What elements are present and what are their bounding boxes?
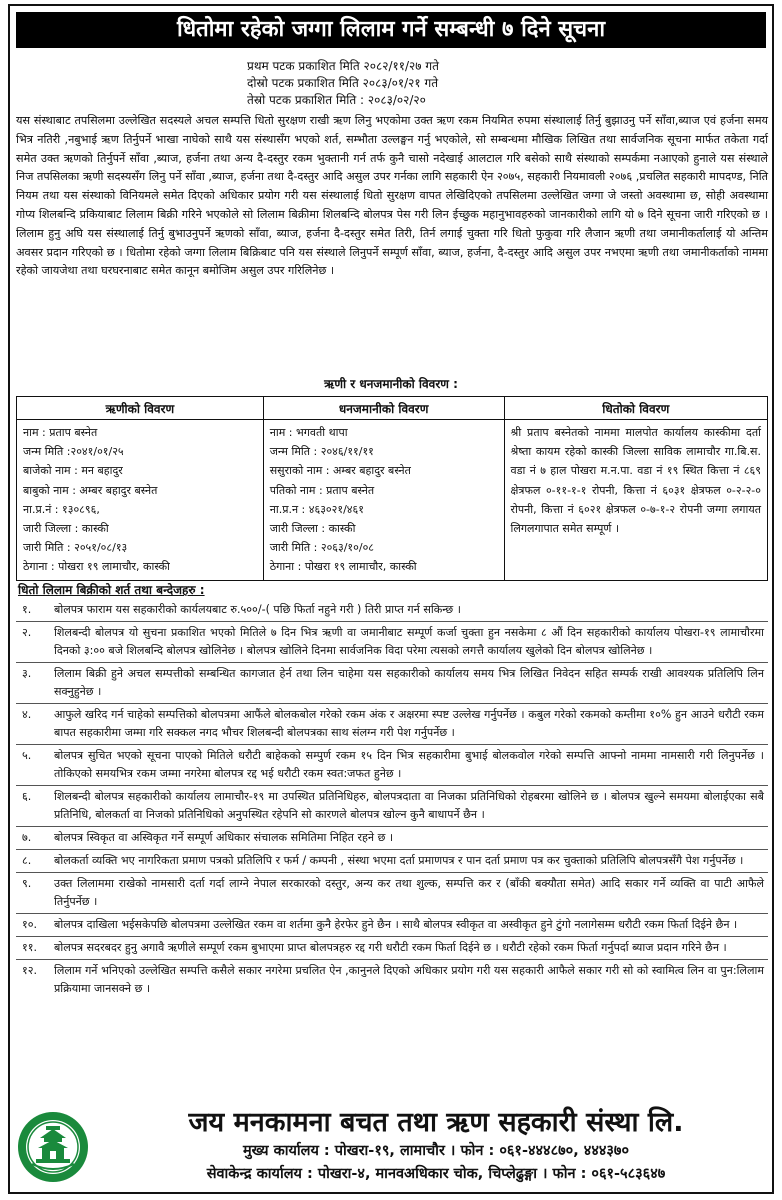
guarantor-citizenship-no: ना.प्र.न : ४६३०२१/४६१ [269, 502, 364, 516]
condition-text: शिलबन्दी बोलपत्र सहकारीको कार्यालय लामाचौर-१९ मा उपस्थित प्रतिनिधिहरु, बोलपत्रदाता वा निजका प्रतिनिधिको रोहबरमा खोलिने छ । बोलपत्र खुल्ने समयमा बोलाईएका सबै प्रतिनिधि, बोलकर्ता वा निजको प्रतिनिधिको अनुपस्थित रहेपनि सो कारणले बोलपत्र खोल्न कुनै बाधापर्ने छैन । [54, 790, 764, 821]
condition-item [16, 827, 768, 850]
condition-number: ७. [22, 831, 32, 844]
head-office-address: मुख्य कार्यालय : पोखरा-१९, लामाचौर । फोन : ०६१-४४४८७०, ४४४३७० [242, 1143, 630, 1159]
condition-item [16, 622, 768, 663]
condition-text: आफुले खरिद गर्न चाहेको सम्पत्तिको बोलपत्रमा आफैंले बोलकबोल गरेको रकम अंक र अक्षरमा स्पष्ट उल्लेख गर्नुपर्नेछ । कबुल गरेको रकमको कम्तीमा १०% हुन आउने धरौटी रकम बापत सहकारीमा जम्मा गरि सक्कल नगद भौचर शिलबन्दी बोलपत्रका साथ संलग्न गरी पेश गर्नुपर्नेछ । [54, 708, 764, 739]
conditions-heading: धितो लिलाम बिक्रीको शर्त तथा बन्देजहरु : [18, 583, 205, 597]
condition-text: उक्त लिलाममा राखेको नामसारी दर्ता गर्दा लाग्ने नेपाल सरकारको दस्तुर, अन्य कर तथा शुल्क, सम्पत्ति कर र (बाँकी बक्यौता समेत) आदि सकार गर्ने व्यक्ति वा पाटी आफैले तिर्नुपर्नेछ । [54, 877, 764, 908]
condition-item [16, 663, 768, 704]
guarantor-dob: जन्म मिति : २०४६/११/११ [269, 445, 374, 459]
first-publication-date: प्रथम पटक प्रकाशित मिति २०८२/११/२७ गते [247, 59, 439, 73]
details-table [16, 396, 768, 581]
condition-text: बोलपत्र दाखिला भईसकेपछि बोलपत्रमा उल्लेखित रकम वा शर्तमा कुनै हेरफेर हुने छैन । साथै बोलपत्र स्वीकृत वा अस्वीकृत हुने टुंगो नलागेसम्म धरौटी रकम फिर्ता दिईने छैन । [54, 918, 738, 931]
condition-text: बोलपत्र सदरबदर हुनु अगावै ऋणीले सम्पूर्ण रकम बुभाएमा प्राप्त बोलपत्रहरु रद्द गरी धरौटी रकम फिर्ता दिईने छ । धरौटी रहेको रकम फिर्ता गर्नुपर्दा ब्याज प्रदान गरिने छैन । [54, 941, 727, 954]
borrower-grandfather: बाजेको नाम : मन बहादुर [23, 464, 123, 478]
guarantor-header: धनजमानीको विवरण [263, 397, 504, 420]
condition-text: बोलपत्र सुचित भएको सूचना पाएको मितिले धरौटी बाहेकको सम्पुर्ण रकम १५ दिन भित्र सहकारीमा बुभाई बोलकवोल गरेको सम्पत्ति आफ्नो नाममा नामसारी गरी लिनुपर्नेछ । तोकिएको समयभित्र रकम जम्मा नगरेमा बोलपत्र रद्द भई धरौटी रकम स्वत:जफत हुनेछ । [54, 749, 764, 780]
intro-paragraph: यस संस्थाबाट तपसिलमा उल्लेखित सदस्यले अचल सम्पत्ति धितो सुरक्षण राखी ऋण लिनु भएकोमा उक्त ऋण रकम नियमित रुपमा संस्थालाई तिर्नु बुझाउनु पर्ने साँवा,ब्याज एवं हर्जना समय भित्र नतिरी ,नबुभाई ऋण तिर्नुपर्ने भाखा नाघेको साथै यस संस्थासँग भएको शर्त, सम्भौता उल्लङ्घन गर्नु भएकोले, सो सम्बन्धमा मौखिक लिखित तथा सार्वजनिक सूचना मार्फत तकेता गर्दा समेत उक्त ऋणको तिर्नुपर्ने साँवा ,ब्याज, हर्जना तथा अन्य दै-दस्तुर रकम भुक्तानी गर्न तर्फ कुनै चासो नदेखाई आलटाल गरि बसेको साथै संस्थाको सम्पर्कमा नआएको हुनाले यस संस्थाले निज तपसिलका ऋणी सदस्यसँग लिनु पर्ने साँवा ,ब्याज, हर्जना तथा दै-दस्तुर आदि असुल उपर गर्नका लागि सहकारी ऐन २०७५, सहकारी नियमावली २०७६ ,प्रचलित सहकारी मापदण्ड, निति नियम तथा यस संस्थाको विनियमले समेत दिएको अधिकार प्रयोग गरी यस संस्थालाई धितो सुरक्षण वापत लेखिदिएको तपसिलमा उल्लेखित जग्गा जे जस्तो अवस्थामा छ, सोही अवस्थामा गोप्य शिलबन्दि प्रकियाबाट लिलाम बिक्री गरिने भएकोले सो लिलाम बिक्रीमा शिलबन्दि बोलपत्र पेस गरी लिन ईच्छुक महानुभावहरुको जानकारीको लागि यो ७ दिने सूचना जारी गरिएको छ । लिलाम हुनु अघि यस संस्थालाई तिर्नु बुभाउनुपर्ने ऋणको साँवा, ब्याज, हर्जना दै-दस्तुर समेत तिरी, तिर्न लगाई चुक्ता गरि धितो फुकुवा गरि लैजान ऋणी तथा जमानीकर्तालाई यो अन्तिम अवसर प्रदान गरिएको छ । धितोमा रहेको जग्गा लिलाम बिक्रिबाट पनि यस संस्थाले लिनुपर्ने सम्पूर्ण साँवा, ब्याज, हर्जना, दै-दस्तुर आदि असुल उपर नभएमा ऋणी तथा जमानीकर्ताको नाममा रहेको जायजेथा तथा घरघरनाबाट समेत कानून बमोजिम असुल उपर गरिलिनेछ । [16, 114, 768, 278]
condition-item [16, 960, 768, 1000]
borrower-dob: जन्म मिति :२०४१/०१/२५ [23, 445, 124, 459]
condition-item [16, 873, 768, 914]
borrower-issue-date: जारी मिति : २०५१/०८/१३ [23, 541, 128, 555]
cooperative-logo-icon [16, 1110, 90, 1184]
condition-number: २. [22, 626, 32, 639]
condition-text: बोलपत्र स्विकृत वा अस्विकृत गर्ने सम्पूर्ण अधिकार संचालक समितिमा निहित रहने छ । [54, 831, 394, 844]
condition-number: ५. [22, 749, 32, 762]
condition-item [16, 850, 768, 873]
guarantor-father-in-law: ससुराको नाम : अम्बर बहादुर बस्नेत [269, 464, 411, 478]
collateral-description: श्री प्रताप बस्नेतको नाममा मालपोत कार्यालय कास्कीमा दर्ता श्रेष्ता कायम रहेको कास्की जिल्ला साविक लामाचौर गा.बि.स. वडा नं ७ हाल पोखरा म.न.पा. वडा नं १९ स्थित कित्ता नं ८६९ क्षेत्रफल ०-११-१-१ रोपनी, कित्ता नं ६०३१ क्षेत्रफल ०-२-२-० रोपनी, कित्ता नं ६०२१ क्षेत्रफल ०-७-१-२ रोपनी जग्गा लगायत लिगलगापात समेत सम्पूर्ण । [510, 426, 761, 536]
condition-text: लिलाम बिक्री हुने अचल सम्पत्तीको सम्बन्धित कागजात हेर्न तथा लिन चाहेमा यस सहकारीको कार्यालय समय भित्र लिखित निवेदन सहित सम्पर्क राखी आवश्यक प्रतिलिपि लिन सक्नुहुनेछ । [54, 667, 764, 698]
condition-text: शिलबन्दी बोलपत्र यो सुचना प्रकाशित भएको मितिले ७ दिन भित्र ऋणी वा जमानीबाट सम्पूर्ण कर्जा चुक्ता हुन नसकेमा ८ औं दिन सहकारीको कार्यालय पोखरा-१९ लामाचौरमा दिनको ३:०० बजे शिलबन्दि बोलपत्र खोलिनेछ । बोलपत्र खोलिने दिनमा सार्वजनिक विदा परेमा त्यसको लगत्तै कार्यालय खुलेको दिन बोलपत्र खोलिनेछ । [54, 626, 764, 657]
guarantor-issue-date: जारी मिति : २०६३/१०/०८ [269, 541, 375, 555]
condition-item [16, 704, 768, 745]
condition-number: ३. [22, 667, 32, 680]
publication-dates [10, 58, 772, 109]
condition-item [16, 599, 768, 622]
condition-text: लिलाम गर्ने भनिएको उल्लेखित सम्पत्ति कसैले सकार नगरेमा प्रचलित ऐन ,कानुनले दिएको अधिकार प्रयोग गरी यस सहकारी आफैले सकार गरी सो को स्वामित्व लिन वा पुन:लिलाम प्रक्रियामा जानसक्ने छ । [54, 964, 764, 995]
condition-number: ९. [22, 877, 32, 890]
notice-page [8, 4, 774, 1194]
borrower-father: बाबुको नाम : अम्बर बहादुर बस्नेत [23, 483, 158, 497]
condition-item [16, 786, 768, 827]
condition-item [16, 914, 768, 937]
borrower-header: ऋणीको विवरण [17, 397, 264, 420]
second-publication-date: दोस्रो पटक प्रकाशित मिति २०८३/०१/२१ गते [247, 76, 439, 90]
borrower-citizenship-no: ना.प्र.नं : १३०८९६, [23, 502, 100, 516]
borrower-name: नाम : प्रताप बस्नेत [23, 426, 98, 439]
third-publication-date: तेस्रो पटक प्रकाशित मिति : २०८३/०२/२० [247, 93, 426, 107]
condition-number: १. [22, 603, 32, 616]
condition-number: १२. [22, 964, 38, 977]
condition-number: ८. [22, 854, 32, 867]
guarantor-issue-district: जारी जिल्ला : कास्की [269, 522, 356, 536]
condition-item [16, 937, 768, 960]
borrower-address: ठेगाना : पोखरा १९ लामाचौर, कास्की [23, 560, 170, 574]
borrower-details [17, 420, 264, 581]
condition-number: ६. [22, 790, 32, 803]
condition-item [16, 745, 768, 786]
conditions-section [16, 581, 768, 1000]
footer [16, 1106, 768, 1190]
details-heading: ऋणी र धनजमानीको विवरण : [324, 377, 458, 391]
condition-number: ४. [22, 708, 32, 721]
borrower-issue-district: जारी जिल्ला : कास्की [23, 522, 109, 536]
guarantor-name: नाम : भगवती थापा [269, 426, 348, 439]
condition-text: बोलकर्ता व्यक्ति भए नागरिकता प्रमाण पत्रको प्रतिलिपि र फर्म / कम्पनी , संस्था भएमा दर्ता प्रमाणपत्र र पान दर्ता प्रमाण पत्र कर चुक्ताको प्रतिलिपि बोलपत्रसँगै पेश गर्नुपर्नेछ । [54, 854, 744, 867]
guarantor-husband: पतिको नाम : प्रताप बस्नेत [269, 483, 375, 497]
organization-name: जय मनकामना बचत तथा ऋण सहकारी संस्था लि. [188, 1107, 684, 1138]
service-center-address: सेवाकेन्द्र कार्यालय : पोखरा-४, मानवअधिकार चोक, चिप्लेढुङ्गा । फोन : ०६१-५८३६४७ [206, 1166, 666, 1182]
collateral-header: धितोको विवरण [504, 397, 767, 420]
notice-headline: धितोमा रहेको जग्गा लिलाम गर्ने सम्बन्धी ७ दिने सूचना [16, 12, 766, 48]
condition-number: १०. [22, 918, 38, 931]
collateral-details [504, 420, 767, 581]
condition-number: ११. [22, 941, 38, 954]
guarantor-address: ठेगाना : पोखरा १९ लामाचौर, कास्की [269, 560, 417, 574]
condition-text: बोलपत्र फाराम यस सहकारीको कार्यलयबाट रु.५००/-( पछि फिर्ता नहुने गरी ) तिरी प्राप्त गर्न सकिन्छ । [54, 603, 461, 616]
guarantor-details [263, 420, 504, 581]
